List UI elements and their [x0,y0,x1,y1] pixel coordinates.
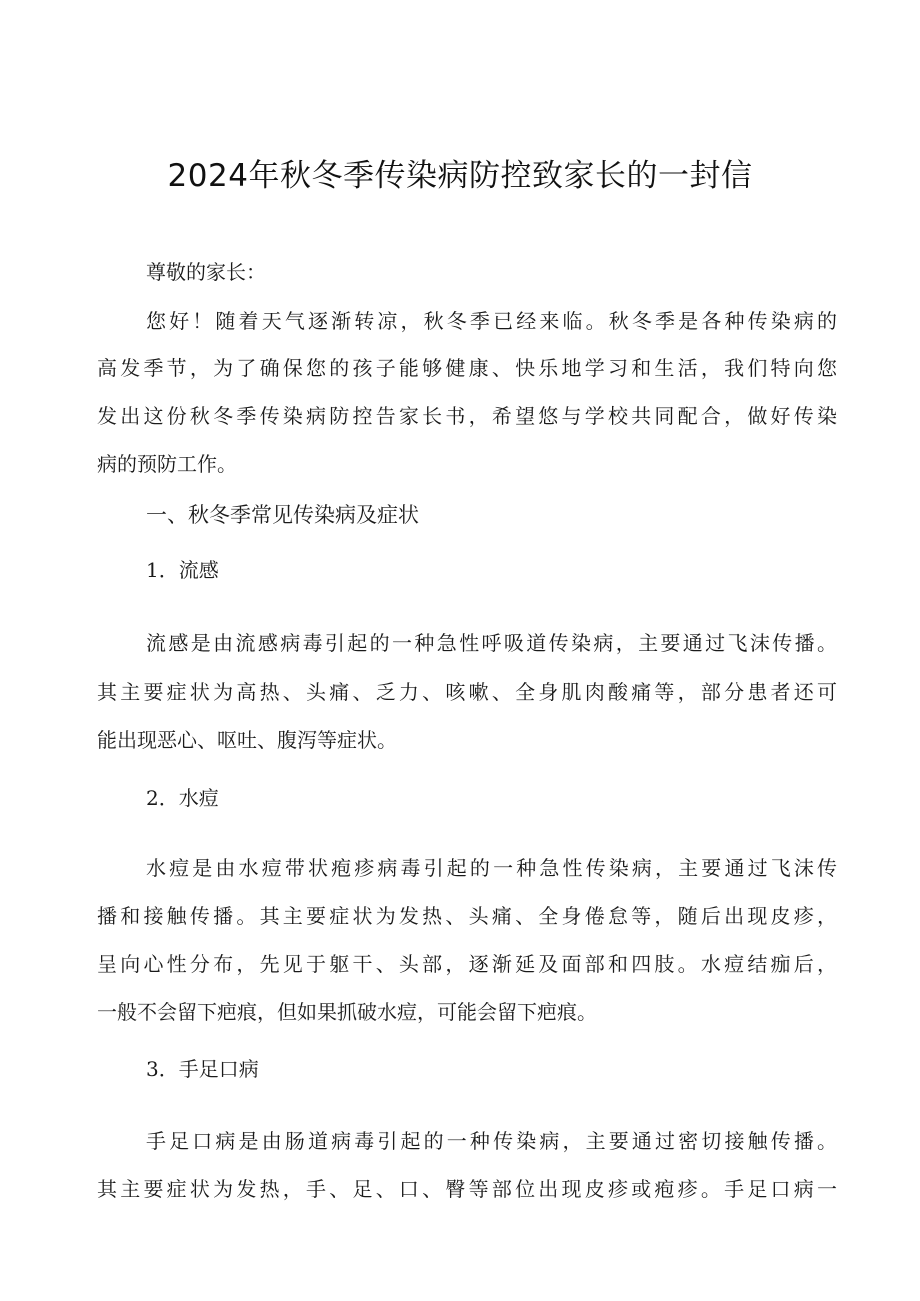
flu-line-2: 其主要症状为高热、头痛、乏力、咳嗽、全身肌肉酸痛等，部分患者还可 [97,680,837,704]
intro-line-4: 病的预防工作。 [97,452,237,476]
hfmd-line-2: 其主要症状为发热，手、足、口、臀等部位出现皮疹或疱疹。手足口病一 [97,1177,837,1201]
intro-line-2: 高发季节，为了确保您的孩子能够健康、快乐地学习和生活，我们特向您 [97,356,837,380]
chickenpox-line-3: 呈向心性分布，先见于躯干、头部，逐渐延及面部和四肢。水痘结痂后， [97,952,837,976]
salutation: 尊敬的家长： [146,260,266,284]
flu-line-3: 能出现恶心、呕吐、腹泻等症状。 [97,728,397,752]
flu-line-1: 流感是由流感病毒引起的一种急性呼吸道传染病，主要通过飞沫传播。 [146,631,837,655]
item-label-flu: 1．流感 [146,558,219,582]
intro-line-1: 您好！随着天气逐渐转凉，秋冬季已经来临。秋冬季是各种传染病的 [146,309,837,333]
item-label-chickenpox: 2．水痘 [146,786,219,810]
chickenpox-line-4: 一般不会留下疤痕，但如果抓破水痘，可能会留下疤痕。 [97,1000,597,1024]
chickenpox-line-2: 播和接触传播。其主要症状为发热、头痛、全身倦怠等，随后出现皮疹， [97,904,837,928]
intro-line-3: 发出这份秋冬季传染病防控告家长书，希望悠与学校共同配合，做好传染 [97,404,837,428]
hfmd-line-1: 手足口病是由肠道病毒引起的一种传染病，主要通过密切接触传播。 [146,1129,837,1153]
section-heading: 一、秋冬季常见传染病及症状 [146,503,419,527]
document-title: 2024年秋冬季传染病防控致家长的一封信 [167,158,753,194]
item-label-hfmd: 3．手足口病 [146,1057,259,1081]
chickenpox-line-1: 水痘是由水痘带状疱疹病毒引起的一种急性传染病，主要通过飞沫传 [146,856,837,880]
